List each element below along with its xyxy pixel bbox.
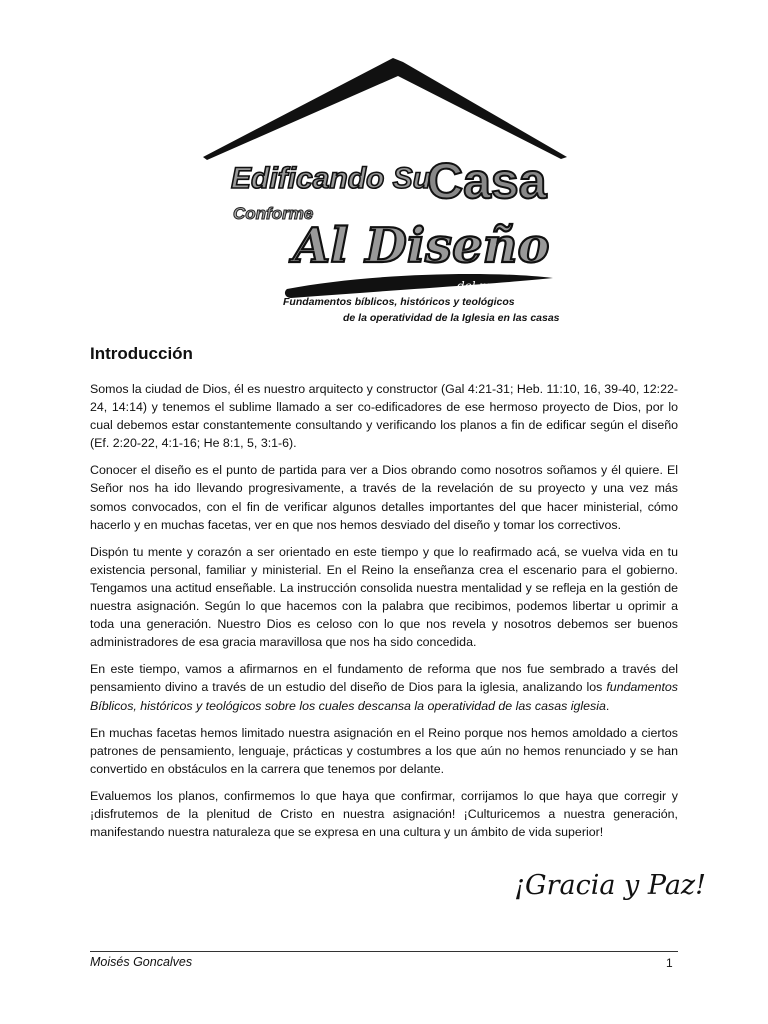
paragraph-6: Evaluemos los planos, confirmemos lo que haya que confirmar, corrijamos lo que haya que corregir y ¡disfrutemos de la plenitud de Cristo en nuestra asignación! ¡Culturicemos a nuestra generación, manifestando nuestra naturaleza que se expresa en una cultura y un ámbito de vida superior!	[90, 788, 678, 840]
logo-word-nuevo-pacto: del nuevo Pacto	[457, 279, 554, 293]
signature: ¡Gracia y Paz!	[514, 870, 706, 901]
subtitle-line-2: de la operatividad de la Iglesia en las casas	[343, 312, 560, 324]
logo-word-conforme: Conforme	[233, 204, 314, 223]
paragraph-4-end: .	[605, 698, 610, 713]
paragraph-5: En muchas facetas hemos limitado nuestra asignación en el Reino porque nos hemos amoldado a ciertos patrones de pensamiento, lenguaje, prácticas y costumbres a los que aún no hemos renunciado y se han convertido en obstáculos en la carrera que tenemos por delante.	[90, 725, 678, 776]
subtitle-line-1: Fundamentos bíblicos, históricos y teológicos	[283, 296, 515, 308]
paragraph-4-start: En este tiempo, vamos a afirmarnos en el fundamento de reforma que nos fue sembrado a través del pensamiento divino a través de un estudio del diseño de Dios para la iglesia, analizando los	[90, 662, 678, 695]
body-text	[90, 380, 678, 850]
paragraph-4-italic: fundamentos Bíblicos, históricos y teológicos sobre los cuales descansa la operatividad de las casas iglesia	[90, 680, 678, 713]
paragraph-3: Dispón tu mente y corazón a ser orientado en este tiempo y que lo reafirmado acá, se vuelva vida en tu existencia personal, familiar y ministerial. En el Reino la enseñanza crea el escenario para el gobierno. Tengamos una actitud enseñable. La instrucción consolida nuestra mentalidad y se refleja en la gestión de nuestra asignación. Según lo que hacemos con la palabra que recibimos, podemos libertar u oprimir a toda una generación. Nuestro Dios es celoso con lo que nos revela y nosotros debemos ser buenos administradores de esa gracia maravillosa que nos ha sido concedida.	[90, 544, 678, 650]
paragraph-2: Conocer el diseño es el punto de partida para ver a Dios obrando como nosotros soñamos y él quiere. El Señor nos ha ido llevando progresivamente, a través de la revelación de su proyecto y una vez más somos convocados, con el fin de verificar algunos detalles importantes del que hacer ministerial, cómo hacerlo y en muchas facetas, ver en que nos hemos desviado del diseño y tomar los correctivos.	[90, 463, 678, 532]
paragraph-1: Somos la ciudad de Dios, él es nuestro arquitecto y constructor (Gal 4:21-31; Heb. 11:10, 16, 39-40, 12:22-24, 14:14) y tenemos el sublime llamado a ser co-edificadores de ese hermoso proyecto de Dios, por lo cual debemos estar constantemente consultando y verificando los planos a fin de edificar según el diseño (Ef. 2:20-22, 4:1-16; He 8:1, 5, 3:1-6).	[90, 382, 678, 451]
page-number: 1	[666, 956, 673, 970]
section-heading: Introducción	[90, 344, 193, 363]
roof-shape	[203, 58, 567, 160]
logo-word-al-diseno: Al Diseño	[293, 218, 550, 274]
book-logo	[195, 52, 575, 312]
paragraph-4	[90, 660, 678, 714]
footer-divider	[90, 951, 678, 952]
footer-author: Moisés Goncalves	[90, 955, 193, 969]
logo-word-casa: Casa	[427, 153, 547, 209]
logo-word-edificando: Edificando Su	[231, 162, 432, 195]
